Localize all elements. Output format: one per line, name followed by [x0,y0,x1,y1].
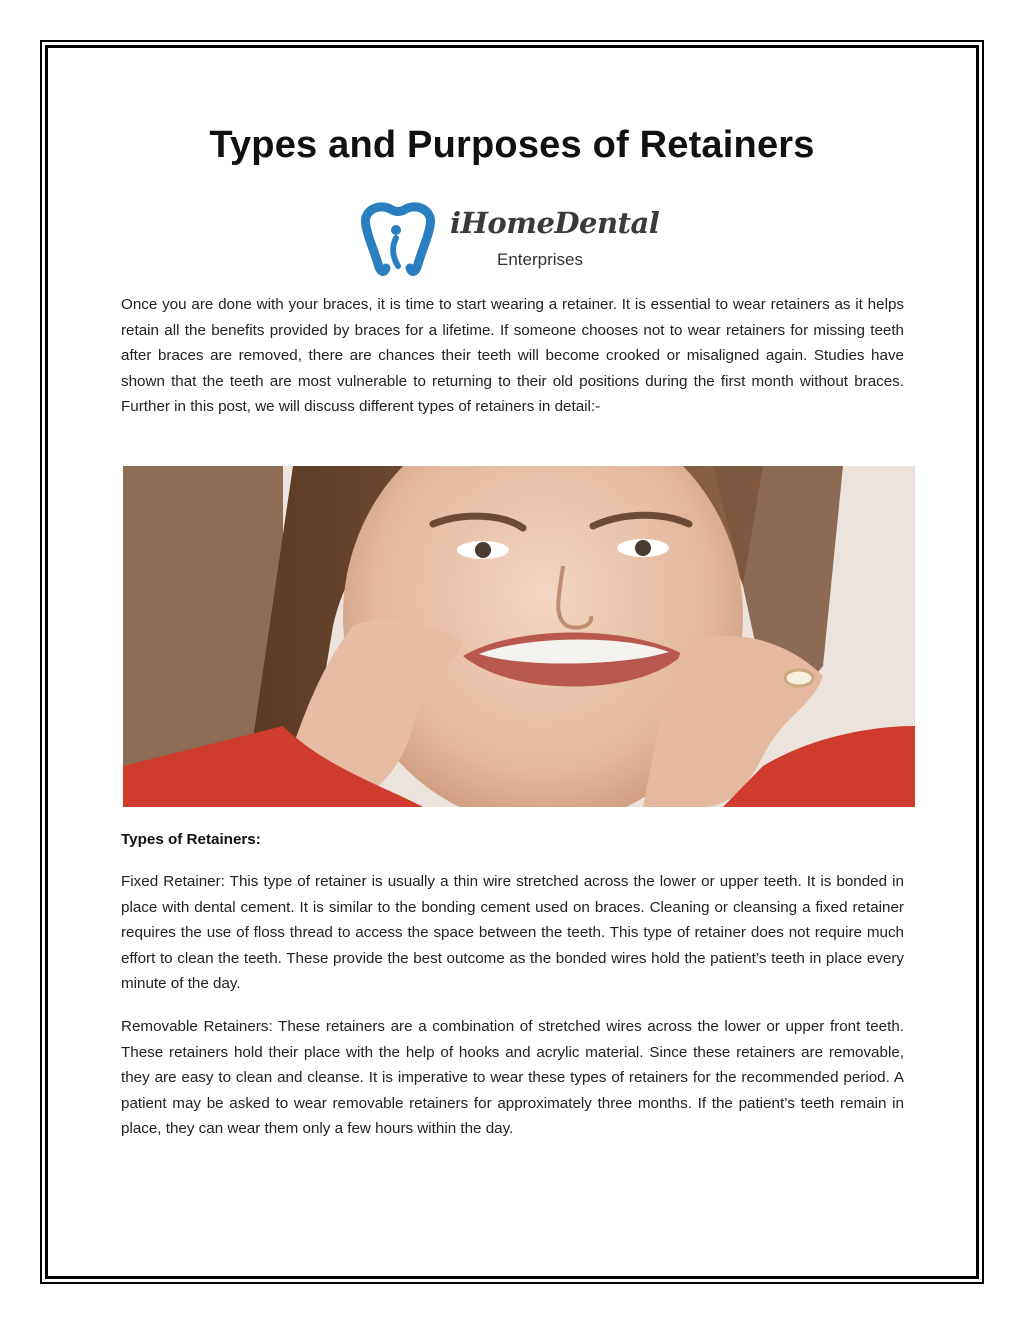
removable-retainer-paragraph: Removable Retainers: These retainers are a combination of stretched wires across the lower or upper front teeth. These retainers hold their place with the help of hooks and acrylic material. Since these retainers are removable, they are easy to clean and cleanse. It is imperative to wear these types of retainers for the recommended period. A patient may be asked to wear removable retainers for approximately three months. If the patient’s teeth remain in place, they can wear them only a few hours within the day. [121,1018,904,1138]
page-title: Types and Purposes of Retainers [209,124,815,166]
section-heading: Types of Retainers: [121,831,261,848]
logo-brand-text: iHomeDental [450,206,660,240]
intro-paragraph: Once you are done with your braces, it is time to start wearing a retainer. It is essential to wear retainers as it helps retain all the benefits provided by braces for a lifetime. If someone chooses not to wear retainers for missing teeth after braces are removed, there are chances their teeth will become crooked or misaligned again. Studies have shown that the teeth are most vulnerable to returning to their old positions during the first month without braces. Further in this post, we will discuss different types of retainers in detail:- [121,296,904,416]
tooth-logo-icon [356,198,440,278]
fixed-retainer-paragraph: Fixed Retainer: This type of retainer is usually a thin wire stretched across the lower or upper teeth. It is bonded in place with dental cement. It is similar to the bonding cement used on braces. Cleaning or cleansing a fixed retainer requires the use of floss thread to access the space between the teeth. This type of retainer does not require much effort to clean the teeth. These provide the best outcome as the bonded wires hold the patient’s teeth in place every minute of the day. [121,873,904,993]
company-logo [356,198,660,278]
logo-subtitle: Enterprises [497,250,583,269]
woman-inserting-retainer-photo [123,466,915,807]
